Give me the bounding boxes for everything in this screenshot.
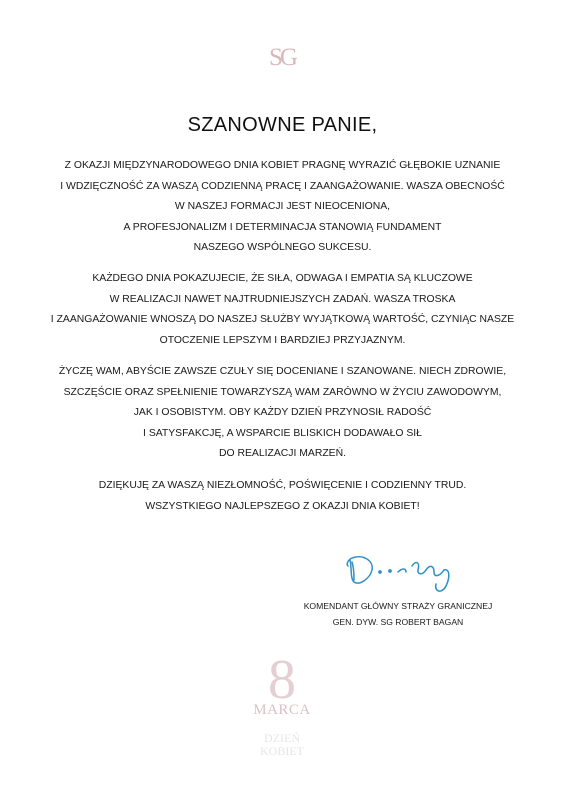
womens-day-emblem: [232, 649, 332, 774]
paragraph-line: W REALIZACJI NAWET NAJTRUDNIEJSZYCH ZADAŃ. WASZA TROSKA: [109, 293, 456, 305]
paragraph-4: [40, 476, 525, 517]
paragraph-line: DZIĘKUJĘ ZA WASZĄ NIEZŁOMNOŚĆ, POŚWIĘCENIE I CODZIENNY TRUD.: [98, 480, 467, 491]
handwritten-signature: [340, 538, 470, 598]
paragraph-line: SZCZĘŚCIE ORAZ SPEŁNIENIE TOWARZYSZĄ WAM ZARÓWNO W ŻYCIU ZAWODOWYM,: [63, 386, 502, 398]
signer-block: [300, 598, 496, 630]
paragraph-line: KAŻDEGO DNIA POKAZUJECIE, ŻE SIŁA, ODWAGA I EMPATIA SĄ KLUCZOWE: [92, 273, 473, 284]
sg-monogram-text: SG: [269, 44, 295, 71]
paragraph-line: JAK I OSOBISTYM. OBY KAŻDY DZIEŃ PRZYNOSIŁ RADOŚĆ: [133, 407, 432, 419]
paragraph-line: WSZYSTKIEGO NAJLEPSZEGO Z OKAZJI DNIA KOBIET!: [145, 500, 420, 512]
sg-monogram-logo: [262, 44, 302, 72]
emblem-line-1: DZIEŃ: [264, 731, 300, 745]
paragraph-line: A PROFESJONALIZM I DETERMINACJA STANOWIĄ FUNDAMENT: [123, 221, 442, 233]
paragraph-3: [40, 362, 525, 465]
paragraph-line: I WDZIĘCZNOŚĆ ZA WASZĄ CODZIENNĄ PRACĘ I ZAANGAŻOWANIE. WASZA OBECNOŚĆ: [60, 180, 505, 192]
paragraph-line: NASZEGO WSPÓLNEGO SUKCESU.: [193, 242, 372, 254]
letter-heading: SZANOWNE PANIE,: [187, 114, 378, 136]
paragraph-line: I SATYSFAKCJĘ, A WSPARCIE BLISKICH DODAWAŁO SIŁ: [143, 427, 422, 439]
paragraph-line: Z OKAZJI MIĘDZYNARODOWEGO DNIA KOBIET PRAGNĘ WYRAZIĆ GŁĘBOKIE UZNANIE: [64, 160, 501, 171]
paragraph-line: I ZAANGAŻOWANIE WNOSZĄ DO NASZEJ SŁUŻBY WYJĄTKOWĄ WARTOŚĆ, CZYNIĄC NASZE: [50, 314, 515, 326]
paragraph-line: DO REALIZACJI MARZEŃ.: [218, 448, 346, 460]
paragraph-line: OTOCZENIE LEPSZYM I BARDZIEJ PRZYJAZNYM.: [159, 334, 406, 346]
paragraph-2: [40, 269, 525, 351]
paragraph-line: ŻYCZĘ WAM, ABYŚCIE ZAWSZE CZUŁY SIĘ DOCENIANE I SZANOWANE. NIECH ZDROWIE,: [58, 366, 507, 377]
signer-title: KOMENDANT GŁÓWNY STRAŻY GRANICZNEJ: [303, 601, 493, 611]
paragraph-1: [40, 156, 525, 259]
paragraph-line: W NASZEJ FORMACJI JEST NIEOCENIONA,: [174, 201, 391, 213]
emblem-number: 8: [268, 649, 296, 711]
emblem-month: MARCA: [253, 702, 311, 718]
emblem-line-2: KOBIET: [260, 744, 304, 758]
emblem-caption: [232, 732, 332, 758]
signer-name: GEN. DYW. SG ROBERT BAGAN: [332, 617, 464, 627]
